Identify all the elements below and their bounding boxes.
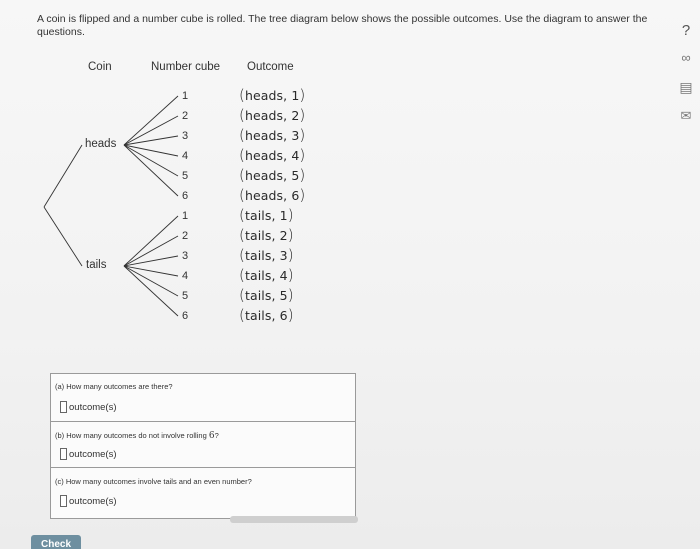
- outcome-item: [239, 86, 305, 104]
- coin-label-heads: heads: [85, 138, 117, 150]
- number-label: 2: [181, 110, 189, 122]
- part-a-box: [51, 374, 355, 422]
- outcome-close-paren: ): [299, 126, 306, 144]
- outcome-item: [239, 106, 305, 124]
- outcome-open-paren: (: [239, 126, 245, 144]
- branch-heads-6: [124, 145, 178, 196]
- outcome-close-paren: ): [287, 306, 294, 324]
- outcome-open-paren: (: [239, 226, 245, 244]
- answer-panel: [50, 373, 356, 519]
- part-a-prompt: (a) How many outcomes are there?: [55, 382, 173, 391]
- outcome-item: [239, 186, 305, 204]
- branch-root-tails: [44, 207, 82, 266]
- number-label: 1: [181, 210, 189, 222]
- outcome-close-paren: ): [299, 186, 306, 204]
- horizontal-scrollbar[interactable]: [230, 516, 358, 523]
- outcome-item: [239, 266, 294, 284]
- outcome-open-paren: (: [239, 86, 245, 104]
- outcome-open-paren: (: [239, 246, 245, 264]
- part-c-box: [51, 468, 355, 518]
- outcome-open-paren: (: [239, 266, 245, 284]
- outcome-text: tails, 1: [244, 208, 288, 223]
- part-c-prompt: (c) How many outcomes involve tails and an even number?: [55, 477, 252, 486]
- part-a-input[interactable]: [60, 401, 67, 413]
- column-header-number-cube: Number cube: [151, 61, 221, 73]
- number-label: 6: [181, 310, 189, 322]
- part-b-prompt-text: (b) How many outcomes do not involve rolling: [55, 431, 209, 440]
- part-c-answer-row: [60, 495, 117, 507]
- column-header-outcome: Outcome: [247, 61, 294, 73]
- part-a-unit: outcome(s): [69, 401, 117, 413]
- part-a-answer-row: [60, 401, 117, 413]
- outcome-text: tails, 3: [244, 248, 288, 263]
- calculator-icon[interactable]: ▤: [679, 79, 693, 95]
- outcome-open-paren: (: [239, 166, 245, 184]
- part-b-prompt: [55, 431, 219, 441]
- outcome-item: [239, 166, 305, 184]
- outcome-text: tails, 6: [244, 308, 288, 323]
- outcome-item: [239, 146, 305, 164]
- part-b-box: [51, 422, 355, 468]
- help-icon[interactable]: ?: [681, 22, 691, 39]
- outcome-text: heads, 1: [244, 88, 300, 103]
- number-label: 5: [181, 290, 189, 302]
- part-c-input[interactable]: [60, 495, 67, 507]
- outcome-open-paren: (: [239, 286, 245, 304]
- outcome-open-paren: (: [239, 146, 245, 164]
- number-label: 1: [181, 90, 189, 102]
- mail-icon[interactable]: ✉: [680, 108, 692, 123]
- outcome-open-paren: (: [239, 186, 245, 204]
- number-label: 2: [181, 230, 189, 242]
- check-button[interactable]: Check: [31, 535, 81, 549]
- outcome-text: tails, 5: [244, 288, 288, 303]
- outcome-close-paren: ): [299, 106, 306, 124]
- branch-heads-5: [124, 145, 178, 176]
- outcome-close-paren: ): [287, 286, 294, 304]
- outcome-item: [239, 226, 294, 244]
- part-b-input[interactable]: [60, 448, 67, 460]
- outcome-close-paren: ): [287, 226, 294, 244]
- outcome-text: tails, 4: [244, 268, 288, 283]
- number-label: 5: [181, 170, 189, 182]
- outcome-text: heads, 3: [244, 128, 300, 143]
- number-label: 4: [181, 150, 189, 162]
- outcome-text: tails, 2: [244, 228, 288, 243]
- outcome-text: heads, 2: [244, 108, 300, 123]
- outcome-text: heads, 5: [244, 168, 300, 183]
- outcome-close-paren: ): [287, 206, 294, 224]
- outcome-close-paren: ): [287, 266, 294, 284]
- outcome-close-paren: ): [299, 166, 306, 184]
- outcome-item: [239, 286, 294, 304]
- outcome-text: heads, 6: [244, 188, 300, 203]
- part-b-answer-row: [60, 448, 117, 460]
- outcome-item: [239, 306, 294, 324]
- number-label: 3: [181, 250, 189, 262]
- part-c-unit: outcome(s): [69, 495, 117, 507]
- outcome-item: [239, 126, 305, 144]
- number-label: 6: [181, 190, 189, 202]
- outcome-item: [239, 206, 294, 224]
- outcome-close-paren: ): [299, 146, 306, 164]
- outcome-close-paren: ): [287, 246, 294, 264]
- part-b-unit: outcome(s): [69, 448, 117, 460]
- part-b-prompt-number: 6: [208, 431, 215, 441]
- coin-label-tails: tails: [86, 259, 107, 271]
- question-text: A coin is flipped and a number cube is rolled. The tree diagram below shows the possible outcomes. Use the diagram to answer the questions.: [37, 13, 648, 38]
- outcome-open-paren: (: [239, 206, 245, 224]
- outcome-item: [239, 246, 294, 264]
- tree-branches: [44, 96, 178, 316]
- outcome-close-paren: ): [299, 86, 306, 104]
- column-header-coin: Coin: [88, 61, 112, 73]
- outcome-open-paren: (: [239, 106, 245, 124]
- infinity-icon[interactable]: ∞: [681, 50, 691, 65]
- branch-heads-4: [124, 145, 178, 156]
- number-label: 3: [181, 130, 189, 142]
- part-b-prompt-end: ?: [214, 431, 219, 440]
- outcome-text: heads, 4: [244, 148, 300, 163]
- number-label: 4: [181, 270, 189, 282]
- branch-root-heads: [44, 145, 82, 207]
- outcome-open-paren: (: [239, 306, 245, 324]
